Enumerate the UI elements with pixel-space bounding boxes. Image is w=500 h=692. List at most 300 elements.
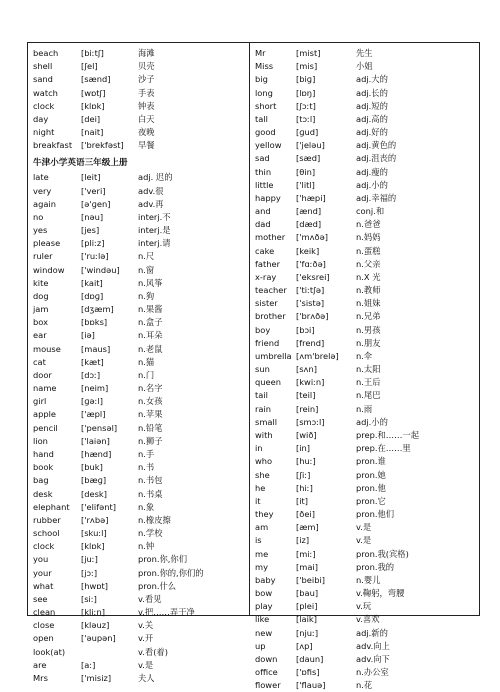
vocab-meaning: adj.瘦的 (356, 166, 388, 177)
vocab-entry (33, 139, 247, 152)
vocab-entry (255, 152, 477, 165)
vocab-phonetic: [sʌn] (296, 364, 317, 375)
vocab-phonetic: [wɒtʃ] (81, 87, 106, 98)
vocab-entry (255, 126, 477, 139)
vocab-phonetic: [hwɒt] (81, 580, 109, 591)
vocab-meaning: n.风筝 (138, 277, 163, 288)
vocab-phonetic: ['sistə] (296, 298, 325, 309)
vocab-meaning: 沙子 (138, 74, 155, 85)
vocab-meaning: adv.再 (138, 198, 164, 209)
vocab-word: clock (33, 541, 55, 552)
vocab-meaning: n.苹果 (138, 409, 163, 420)
vocab-word: tall (255, 113, 268, 124)
vocab-phonetic: [dɔː] (81, 369, 101, 380)
vocab-word: boy (255, 324, 271, 335)
vocab-meaning: pron.我(宾格) (356, 548, 409, 559)
vocab-entry (255, 271, 477, 284)
vocab-phonetic: [buk] (81, 462, 103, 473)
vocab-entry (255, 429, 477, 442)
vocab-word: your (33, 567, 52, 578)
vocab-entry (255, 561, 477, 574)
vocab-word: play (255, 601, 273, 612)
vocab-entry (33, 422, 247, 435)
vocab-word: jam (33, 304, 49, 315)
vocab-phonetic: ['flauə] (296, 680, 326, 691)
vocab-phonetic: [kwiːn] (296, 377, 325, 388)
vocab-meaning: n.书包 (138, 475, 163, 486)
vocab-phonetic: [mis] (296, 61, 318, 72)
vocab-word: Miss (255, 61, 274, 72)
vocab-word: hand (33, 448, 54, 459)
vocab-meaning: n.太阳 (356, 364, 381, 375)
vocab-word: elephant (33, 501, 70, 512)
vocab-phonetic: [juː] (81, 554, 98, 565)
vocab-meaning: n.学校 (138, 528, 163, 539)
vocab-entry (33, 290, 247, 303)
vocab-entry (33, 303, 247, 316)
vocab-word: late (33, 172, 49, 183)
vocab-word: dad (255, 219, 271, 230)
vocab-word: tail (255, 390, 268, 401)
vocab-meaning: n.狮子 (138, 435, 163, 446)
vocab-phonetic: [laik] (296, 614, 317, 625)
vocab-phonetic: [miː] (296, 548, 316, 559)
vocab-phonetic: [in] (296, 443, 311, 454)
vocab-phonetic: [klɒk] (81, 541, 105, 552)
vocab-meaning: conj.和 (356, 206, 385, 217)
vocab-entry (33, 619, 247, 632)
vocab-word: box (33, 317, 48, 328)
vocab-word: sad (255, 153, 270, 164)
vocab-entry (33, 356, 247, 369)
vocab-phonetic: ['əupən] (81, 633, 116, 644)
vocab-phonetic: [ʃiː] (296, 469, 311, 480)
column-divider (249, 42, 250, 616)
vocab-entry (255, 403, 477, 416)
vocab-word: who (255, 456, 273, 467)
vocab-meaning: pron.他们 (356, 509, 395, 520)
vocab-meaning: n.尾巴 (356, 390, 381, 401)
vocab-meaning: pron.你,你们 (138, 554, 187, 565)
vocab-phonetic: ['elifənt] (81, 501, 117, 512)
vocab-entry (33, 474, 247, 487)
vocab-entry (255, 73, 477, 86)
vocab-phonetic: [desk] (81, 488, 107, 499)
vocab-entry (255, 495, 477, 508)
vocab-phonetic: [nəu] (81, 211, 104, 222)
vocab-entry (255, 442, 477, 455)
vocab-entry (33, 343, 247, 356)
vocab-word: you (33, 554, 49, 565)
vocab-meaning: n.爸爸 (356, 219, 381, 230)
vocab-meaning: adv.很 (138, 185, 164, 196)
vocab-entry (33, 237, 247, 250)
vocab-meaning: adj.短的 (356, 100, 388, 111)
vocab-word: she (255, 469, 270, 480)
vocab-word: apple (33, 409, 57, 420)
vocab-phonetic: [sænd] (81, 74, 111, 85)
vocab-word: Mrs (33, 672, 48, 683)
vocab-word: ruler (33, 251, 53, 262)
vocab-word: yes (33, 225, 48, 236)
vocab-entry (33, 395, 247, 408)
vocab-entry (255, 613, 477, 626)
vocab-meaning: interj.是 (138, 225, 171, 236)
vocab-phonetic: [aː] (81, 659, 96, 670)
vocab-word: girl (33, 396, 47, 407)
vocab-phonetic: [mai] (296, 561, 318, 572)
vocab-entry (33, 593, 247, 606)
vocab-meaning: pron.什么 (138, 580, 177, 591)
vocab-entry (33, 60, 247, 73)
vocab-meaning: n.王后 (356, 377, 381, 388)
vocab-word: brother (255, 311, 286, 322)
vocab-phonetic: [θin] (296, 166, 316, 177)
vocab-phonetic: [klɒk] (81, 100, 105, 111)
vocab-phonetic: [bɒks] (81, 317, 108, 328)
vocab-phonetic: [smɔːl] (296, 416, 325, 427)
section-heading: 牛津小学英语三年级上册 (33, 158, 128, 169)
vocab-meaning: n.象 (138, 501, 155, 512)
vocab-phonetic: [kait] (81, 277, 103, 288)
vocab-phonetic: [daun] (296, 653, 324, 664)
vocab-phonetic: ['fɑːðə] (296, 258, 326, 269)
vocab-meaning: adj. 迟的 (138, 172, 173, 183)
vocab-meaning: adj.小的 (356, 416, 388, 427)
vocab-phonetic: [neim] (81, 383, 109, 394)
vocab-phonetic: ['laiən] (81, 435, 110, 446)
vocab-phonetic: [ʌp] (296, 640, 313, 651)
vocab-entry (33, 461, 247, 474)
vocab-meaning: v.喜欢 (356, 614, 380, 625)
vocab-meaning: adv.向上 (356, 640, 390, 651)
vocab-meaning: n.姐妹 (356, 298, 381, 309)
vocab-word: it (255, 495, 261, 506)
vocab-entry (33, 659, 247, 672)
vocab-word: school (33, 528, 60, 539)
vocab-meaning: v.关 (138, 620, 154, 631)
vocab-meaning: 早餐 (138, 140, 155, 151)
vocab-meaning: n.女孩 (138, 396, 163, 407)
vocab-entry (33, 113, 247, 126)
vocab-word: like (255, 614, 270, 625)
vocab-meaning: adj.高的 (356, 113, 388, 124)
vocab-meaning: n.橡皮擦 (138, 514, 171, 525)
vocab-meaning: n.X 光 (356, 271, 381, 282)
vocab-entry (33, 580, 247, 593)
vocab-phonetic: ['jeləu] (296, 140, 325, 151)
vocab-word: what (33, 580, 54, 591)
vocab-word: pencil (33, 422, 58, 433)
vocab-phonetic: [iz] (296, 535, 310, 546)
vocab-word: good (255, 127, 276, 138)
vocab-word: clock (33, 100, 55, 111)
vocab-meaning: 夫人 (138, 672, 155, 683)
vocab-phonetic: [hænd] (81, 448, 112, 459)
vocab-meaning: n.婴儿 (356, 574, 381, 585)
vocab-phonetic: [pliːz] (81, 238, 105, 249)
vocab-entry (33, 329, 247, 342)
vocab-phonetic: [ænd] (296, 206, 322, 217)
vocab-entry (33, 316, 247, 329)
vocab-word: mother (255, 232, 286, 243)
vocab-word: me (255, 548, 269, 559)
vocab-entry (255, 548, 477, 561)
vocab-word: and (255, 206, 271, 217)
vocab-meaning: n.妈妈 (356, 232, 381, 243)
vocab-meaning: adj.黄色的 (356, 140, 397, 151)
vocab-phonetic: [iə] (81, 330, 95, 341)
vocab-entry (33, 488, 247, 501)
vocab-word: yellow (255, 140, 282, 151)
vocab-meaning: n.耳朵 (138, 330, 163, 341)
vocab-word: cake (255, 245, 275, 256)
vocab-entry (255, 245, 477, 258)
vocab-entry (255, 376, 477, 389)
vocab-meaning: v.是 (356, 535, 372, 546)
vocab-word: again (33, 198, 56, 209)
vocab-entry (255, 469, 477, 482)
vocab-entry (33, 87, 247, 100)
vocab-entry (33, 185, 247, 198)
vocab-word: name (33, 383, 57, 394)
vocab-meaning: 白天 (138, 113, 155, 124)
vocab-word: x-ray (255, 271, 277, 282)
vocab-phonetic: [biːtʃ] (81, 48, 104, 58)
vocab-entry (255, 627, 477, 640)
vocab-phonetic: ['ruːlə] (81, 251, 109, 262)
vocab-phonetic: [siː] (81, 593, 97, 604)
vocab-phonetic: ['eksrei] (296, 271, 330, 282)
vocab-entry (33, 211, 247, 224)
vocab-phonetic: [wið] (296, 429, 317, 440)
vocab-entry (255, 416, 477, 429)
vocab-entry (255, 534, 477, 547)
vocab-word: watch (33, 87, 58, 98)
vocab-phonetic: [njuː] (296, 627, 319, 638)
vocab-phonetic: ['brekfəst] (81, 140, 124, 151)
vocab-word: new (255, 627, 273, 638)
vocab-word: friend (255, 337, 280, 348)
vocab-word: flower (255, 680, 281, 691)
vocab-word: my (255, 561, 268, 572)
vocab-phonetic: [leit] (81, 172, 101, 183)
vocab-meaning: adj.新的 (356, 627, 388, 638)
vocab-meaning: v.鞠躬，弯腰 (356, 588, 405, 599)
vocab-entry (33, 632, 247, 645)
vocab-entry (255, 350, 477, 363)
vocab-word: night (33, 127, 55, 138)
vocab-entry (33, 100, 247, 113)
vocab-phonetic: [dæd] (296, 219, 322, 230)
vocab-entry (33, 198, 247, 211)
vocab-meaning: adj.沮丧的 (356, 153, 397, 164)
vocab-meaning: n.狗 (138, 290, 155, 301)
vocab-word: cat (33, 356, 46, 367)
vocab-phonetic: [kæt] (81, 356, 104, 367)
vocab-meaning: n.手 (138, 448, 155, 459)
vocab-entry (255, 679, 477, 692)
vocab-entry (33, 435, 247, 448)
vocab-phonetic: ['rʌbə] (81, 514, 109, 525)
vocab-entry (255, 192, 477, 205)
vocab-meaning: prep.在……里 (356, 443, 411, 454)
vocab-phonetic: ['litl] (296, 179, 315, 190)
vocab-word: desk (33, 488, 53, 499)
vocab-word: window (33, 264, 65, 275)
vocab-meaning: pron.它 (356, 495, 386, 506)
vocab-word: bag (33, 475, 49, 486)
vocab-word: day (33, 113, 49, 124)
vocab-meaning: n.猫 (138, 356, 155, 367)
vocab-meaning: v.玩 (356, 601, 372, 612)
vocab-phonetic: [jɔː] (81, 567, 98, 578)
vocab-entry (255, 666, 477, 679)
vocab-phonetic: [bɔi] (296, 324, 315, 335)
vocab-entry (255, 166, 477, 179)
vocab-entry (255, 455, 477, 468)
vocab-meaning: n.老鼠 (138, 343, 163, 354)
vocab-meaning: pron.她 (356, 469, 386, 480)
vocab-word: with (255, 429, 273, 440)
vocab-word: office (255, 667, 278, 678)
vocab-phonetic: [ʌm'brelə] (296, 350, 339, 361)
vocab-phonetic: ['æpl] (81, 409, 106, 420)
vocab-meaning: n.男孩 (356, 324, 381, 335)
vocab-phonetic: [dei] (81, 113, 101, 124)
vocab-meaning: n.果酱 (138, 304, 163, 315)
vocab-word: very (33, 185, 52, 196)
vocab-word: rubber (33, 514, 61, 525)
vocab-meaning: 手表 (138, 87, 155, 98)
vocab-phonetic: [hiː] (296, 482, 313, 493)
vocab-phonetic: ['tiːtʃə] (296, 285, 325, 296)
vocab-phonetic: [tɔːl] (296, 113, 316, 124)
vocab-meaning: n.书桌 (138, 488, 163, 499)
vocab-phonetic: ['mʌðə] (296, 232, 328, 243)
vocab-word: they (255, 509, 274, 520)
vocab-meaning: v.是 (356, 522, 372, 533)
vocab-word: shell (33, 61, 53, 72)
vocab-phonetic: [skuːl] (81, 528, 107, 539)
vocab-word: are (33, 659, 47, 670)
vocab-entry (33, 646, 247, 659)
vocab-meaning: 贝壳 (138, 61, 155, 72)
vocab-entry (255, 600, 477, 613)
vocab-entry (33, 448, 247, 461)
vocab-phonetic: [huː] (296, 456, 316, 467)
left-vocabulary-column (33, 47, 247, 685)
vocab-entry (33, 553, 247, 566)
vocab-entry (33, 527, 247, 540)
vocab-meaning: v.把……弄干净 (138, 607, 195, 618)
vocab-word: clean (33, 607, 56, 618)
vocab-phonetic: [bau] (296, 588, 319, 599)
vocab-word: dog (33, 290, 49, 301)
vocab-word: book (33, 462, 54, 473)
vocab-meaning: interj.不 (138, 211, 171, 222)
vocab-phonetic: ['windəu] (81, 264, 120, 275)
vocab-meaning: n.铅笔 (138, 422, 163, 433)
vocab-meaning: n.门 (138, 369, 155, 380)
vocab-word: up (255, 640, 266, 651)
vocab-meaning: pron.你的,你们的 (138, 567, 204, 578)
vocab-entry (33, 606, 247, 619)
vocab-meaning: adj.大的 (356, 74, 388, 85)
vocab-meaning: n.盒子 (138, 317, 163, 328)
vocab-meaning: interj.请 (138, 238, 171, 249)
vocab-meaning: adj.幸福的 (356, 192, 397, 203)
vocab-word: beach (33, 48, 59, 58)
vocab-phonetic: [ʃel] (81, 61, 98, 72)
vocab-entry (33, 408, 247, 421)
vocab-word: rain (255, 403, 272, 414)
vocab-meaning: prep.和……一起 (356, 429, 419, 440)
vocab-entry (255, 231, 477, 244)
vocab-meaning: pron.谁 (356, 456, 386, 467)
vocab-word: please (33, 238, 61, 249)
vocab-phonetic: [plei] (296, 601, 318, 612)
vocab-meaning: n.兄弟 (356, 311, 381, 322)
vocab-entry (33, 250, 247, 263)
vocab-entry (255, 521, 477, 534)
vocab-word: umbrella (255, 350, 292, 361)
vocab-entry (33, 47, 247, 60)
vocab-meaning: 小姐 (356, 61, 373, 72)
vocab-entry (255, 47, 477, 60)
vocab-meaning: pron.他 (356, 482, 386, 493)
vocab-word: down (255, 653, 278, 664)
vocab-meaning: 钟表 (138, 100, 155, 111)
vocab-meaning: adv.向下 (356, 653, 390, 664)
vocab-meaning: n.办公室 (356, 667, 389, 678)
vocab-word: big (255, 74, 268, 85)
vocab-word: little (255, 179, 274, 190)
vocab-entry (33, 672, 247, 685)
vocab-phonetic: [sæd] (296, 153, 321, 164)
vocab-meaning: adj.小的 (356, 179, 388, 190)
vocab-phonetic: [nait] (81, 127, 104, 138)
vocab-meaning: n.钟 (138, 541, 155, 552)
vocab-phonetic: [ðei] (296, 509, 315, 520)
vocab-word: small (255, 416, 278, 427)
vocab-phonetic: [kləuz] (81, 620, 110, 631)
vocab-entry (33, 382, 247, 395)
vocab-entry (255, 218, 477, 231)
vocab-entry (255, 297, 477, 310)
vocab-phonetic: [rein] (296, 403, 319, 414)
vocab-entry (255, 508, 477, 521)
vocab-entry (255, 60, 477, 73)
vocab-meaning: n.名字 (138, 383, 163, 394)
vocab-entry (255, 87, 477, 100)
vocab-word: thin (255, 166, 272, 177)
vocab-entry (255, 363, 477, 376)
vocab-entry (33, 369, 247, 382)
vocab-word: mouse (33, 343, 61, 354)
vocab-word: queen (255, 377, 281, 388)
vocab-phonetic: [mist] (296, 48, 321, 58)
vocab-word: kite (33, 277, 49, 288)
vocab-meaning: v.开 (138, 633, 154, 644)
vocab-phonetic: [lɒŋ] (296, 87, 316, 98)
vocab-phonetic: [dɒɡ] (81, 290, 104, 301)
vocab-phonetic: [kliːn] (81, 607, 105, 618)
vocab-word: lion (33, 435, 48, 446)
right-vocabulary-column (255, 47, 477, 692)
vocab-entry (255, 113, 477, 126)
vocab-entry (33, 171, 247, 184)
